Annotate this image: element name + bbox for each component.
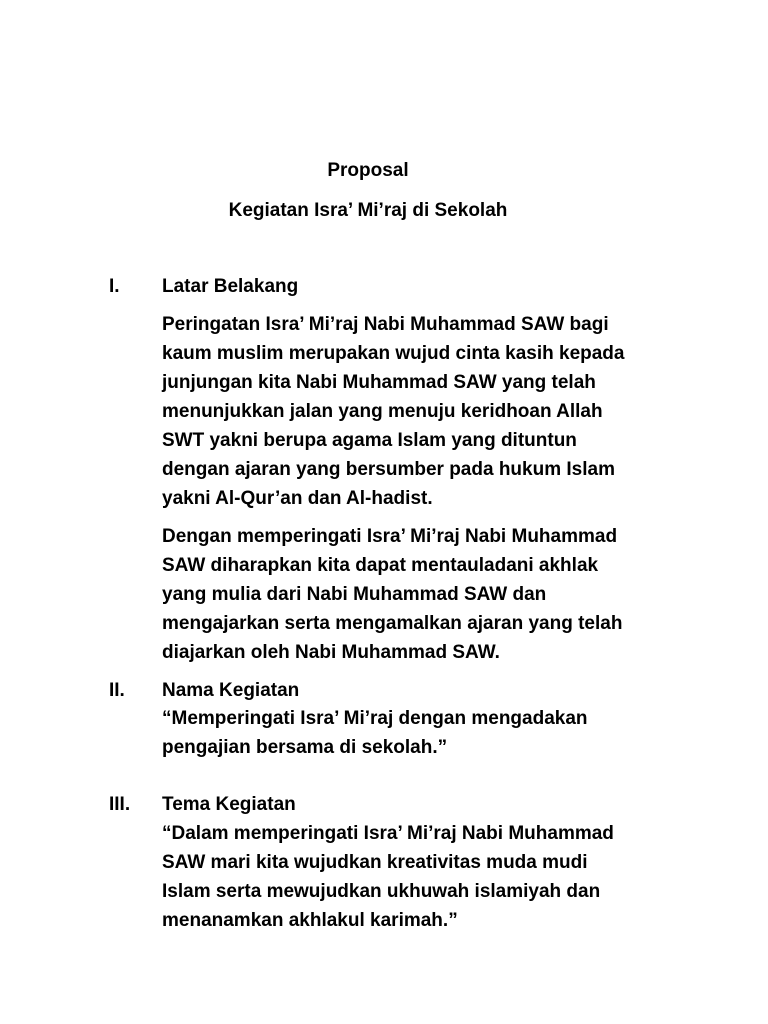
paragraph-line: SAW mari kita wujudkan kreativitas muda mudi: [162, 852, 588, 873]
paragraph-line: yakni Al-Qur’an dan Al-hadist.: [162, 488, 433, 509]
paragraph-line: “Dalam memperingati Isra’ Mi’raj Nabi Muhammad: [162, 823, 614, 844]
paragraph-line: yang mulia dari Nabi Muhammad SAW dan: [162, 584, 547, 605]
paragraph-line: SWT yakni berupa agama Islam yang dituntun: [162, 430, 577, 451]
section-heading: Nama Kegiatan: [162, 680, 300, 701]
paragraph-line: “Memperingati Isra’ Mi’raj dengan mengadakan: [162, 708, 588, 729]
paragraph-line: menunjukkan jalan yang menuju keridhoan Allah: [162, 401, 603, 422]
paragraph-line: Islam serta mewujudkan ukhuwah islamiyah dan: [162, 881, 601, 902]
paragraph-line: Dengan memperingati Isra’ Mi’raj Nabi Muhammad: [162, 526, 618, 547]
paragraph: [162, 522, 622, 667]
section-heading: Tema Kegiatan: [162, 794, 296, 815]
paragraph-line: diajarkan oleh Nabi Muhammad SAW.: [162, 642, 500, 663]
paragraph: [162, 819, 614, 935]
section-number: III.: [109, 794, 131, 815]
section-number: I.: [109, 276, 120, 297]
paragraph-line: junjungan kita Nabi Muhammad SAW yang telah: [162, 372, 596, 393]
document-subtitle: Kegiatan Isra’ Mi’raj di Sekolah: [228, 200, 508, 221]
paragraph-line: kaum muslim merupakan wujud cinta kasih kepada: [162, 343, 625, 364]
paragraph-line: dengan ajaran yang bersumber pada hukum Islam: [162, 459, 615, 480]
section-number: II.: [109, 680, 125, 701]
document-title: Proposal: [327, 160, 409, 181]
paragraph: [162, 310, 625, 513]
paragraph-line: menanamkan akhlakul karimah.”: [162, 910, 458, 931]
paragraph: [162, 704, 588, 762]
paragraph-line: SAW diharapkan kita dapat mentauladani akhlak: [162, 555, 599, 576]
paragraph-line: pengajian bersama di sekolah.”: [162, 737, 448, 758]
paragraph-line: Peringatan Isra’ Mi’raj Nabi Muhammad SAW bagi: [162, 314, 609, 335]
paragraph-line: mengajarkan serta mengamalkan ajaran yang telah: [162, 613, 623, 634]
section-heading: Latar Belakang: [162, 276, 299, 297]
